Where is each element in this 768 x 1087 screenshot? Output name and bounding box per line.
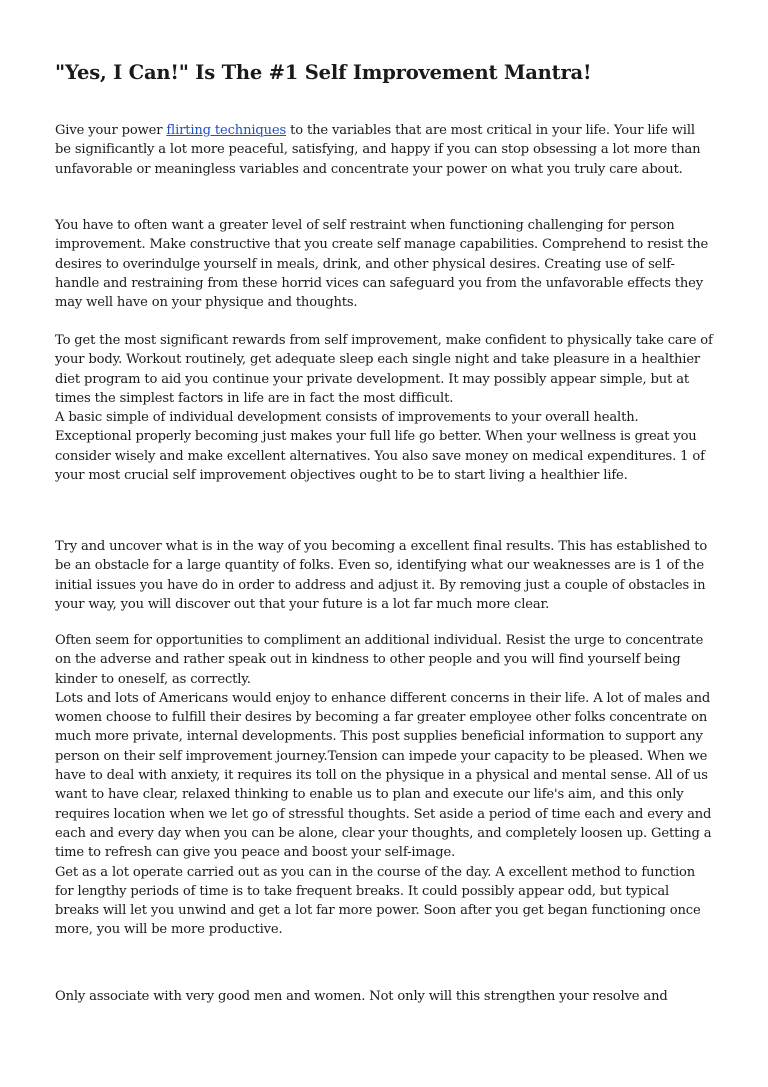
paragraph-line: To get the most significant rewards from self improvement, make confident to physically take care of bbox=[55, 333, 713, 348]
paragraph-line: diet program to aid you continue your private development. It may possibly appear simple, but at bbox=[55, 371, 689, 387]
paragraph-line: Often seem for opportunities to compliment an additional individual. Resist the urge to concentrate bbox=[55, 633, 704, 648]
paragraph-line: person on their self improvement journey.Tension can impede your capacity to be pleased. When we bbox=[55, 748, 708, 764]
paragraph-line: women choose to fulfill their desires by becoming a far greater employee other folks concentrate on bbox=[55, 710, 708, 726]
paragraph-line: on the adverse and rather speak out in kindness to other people and you will find yourself being bbox=[55, 652, 681, 668]
paragraph-line: improvement. Make constructive that you create self manage capabilities. Comprehend to resist the bbox=[55, 237, 709, 253]
paragraph-line: unfavorable or meaningless variables and concentrate your power on what you truly care about. bbox=[55, 161, 683, 177]
paragraph-line: have to deal with anxiety, it requires its toll on the physique in a physical and mental sense. All of us bbox=[55, 768, 708, 784]
paragraph-line bbox=[55, 121, 715, 140]
paragraph-line: Exceptional properly becoming just makes your full life go better. When your wellness is great you bbox=[55, 429, 697, 445]
document-page bbox=[55, 58, 715, 88]
paragraph-line: your most crucial self improvement objectives ought to be to start living a healthier life. bbox=[55, 468, 628, 484]
paragraph-line: desires to overindulge yourself in meals, drink, and other physical desires. Creating use of self- bbox=[55, 256, 675, 272]
paragraph-line: much more private, internal developments. This post supplies beneficial information to support any bbox=[55, 729, 703, 745]
paragraph-line: may well have on your physique and thoughts. bbox=[55, 295, 358, 311]
paragraph-5 bbox=[55, 631, 715, 940]
paragraph-line: A basic simple of individual development consists of improvements to your overall health. bbox=[55, 410, 639, 426]
paragraph-line: You have to often want a greater level of self restraint when functioning challenging for person bbox=[55, 218, 675, 233]
paragraph-line: Try and uncover what is in the way of you becoming a excellent final results. This has established to bbox=[55, 539, 708, 554]
paragraph-line: requires location when we let go of stressful thoughts. Set aside a period of time each and every and bbox=[55, 806, 712, 822]
paragraph-line: your way, you will discover out that your future is a lot far much more clear. bbox=[55, 596, 550, 612]
flirting-techniques-link[interactable]: flirting techniques bbox=[166, 123, 287, 138]
paragraph-6 bbox=[55, 987, 715, 1006]
paragraph-line: your body. Workout routinely, get adequate sleep each single night and take pleasure in a healthier bbox=[55, 352, 701, 368]
paragraph-line: each and every day when you can be alone, clear your thoughts, and completely loosen up. Getting a bbox=[55, 825, 712, 841]
paragraph-line: times the simplest factors in life are in fact the most difficult. bbox=[55, 390, 454, 406]
paragraph-line: initial issues you have do in order to address and adjust it. By removing just a couple of obstacles in bbox=[55, 577, 706, 593]
paragraph-line: time to refresh can give you peace and boost your self-image. bbox=[55, 845, 456, 861]
paragraph-line: more, you will be more productive. bbox=[55, 922, 283, 938]
paragraph-4 bbox=[55, 537, 715, 614]
line-text: Give your power bbox=[55, 123, 167, 138]
paragraph-line: consider wisely and make excellent alternatives. You also save money on medical expenditures. 1 of bbox=[55, 448, 705, 464]
paragraph-line: be significantly a lot more peaceful, satisfying, and happy if you can stop obsessing a lot more than bbox=[55, 142, 701, 158]
paragraph-line: be an obstacle for a large quantity of folks. Even so, identifying what our weaknesses are is 1 of the bbox=[55, 558, 704, 574]
paragraph-line: Get as a lot operate carried out as you can in the course of the day. A excellent method to function bbox=[55, 864, 696, 880]
paragraph-2 bbox=[55, 216, 715, 312]
paragraph-3 bbox=[55, 331, 715, 485]
page-title: "Yes, I Can!" Is The #1 Self Improvement Mantra! bbox=[55, 61, 592, 84]
paragraph-line: Lots and lots of Americans would enjoy to enhance different concerns in their life. A lot of males and bbox=[55, 690, 711, 706]
paragraph-line: Only associate with very good men and women. Not only will this strengthen your resolve and bbox=[55, 989, 668, 1004]
paragraph-1 bbox=[55, 121, 715, 179]
line-text: to the variables that are most critical in your life. Your life will bbox=[290, 123, 695, 138]
paragraph-line: kinder to oneself, as correctly. bbox=[55, 671, 251, 687]
paragraph-line: for lengthy periods of time is to take frequent breaks. It could possibly appear odd, but typical bbox=[55, 883, 670, 899]
paragraph-line: want to have clear, relaxed thinking to enable us to plan and execute our life's aim, and this only bbox=[55, 787, 684, 803]
paragraph-line: handle and restraining from these horrid vices can safeguard you from the unfavorable effects they bbox=[55, 275, 704, 291]
paragraph-line: breaks will let you unwind and get a lot far more power. Soon after you get began functioning once bbox=[55, 903, 701, 919]
